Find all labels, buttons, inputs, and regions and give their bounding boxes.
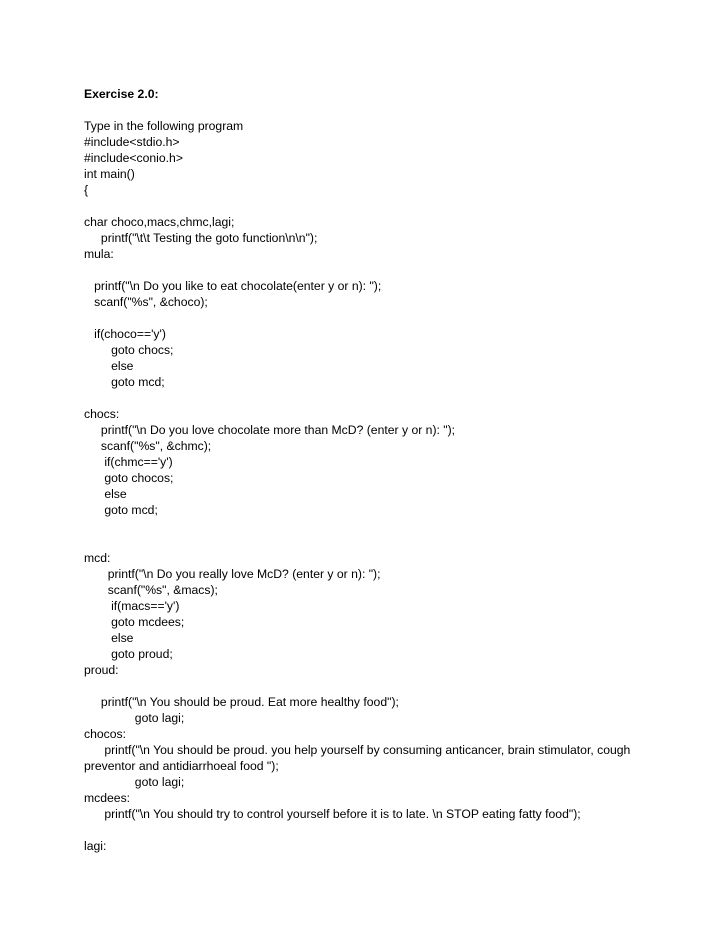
- code-line: goto mcdees;: [84, 615, 185, 629]
- code-line: chocos:: [84, 727, 127, 741]
- code-line: scanf("%s", &chmc);: [84, 439, 212, 453]
- code-line: scanf("%s", &macs);: [84, 583, 218, 597]
- code-line: else: [84, 487, 127, 501]
- code-line: proud:: [84, 663, 119, 677]
- code-line: mcdees:: [84, 791, 131, 805]
- code-line: int main(): [84, 167, 135, 181]
- code-line: goto mcd;: [84, 375, 165, 389]
- code-line: printf("\n Do you like to eat chocolate(enter y or n): ");: [84, 279, 382, 293]
- code-line: goto chocs;: [84, 343, 174, 357]
- code-line: printf("\n You should be proud. you help yourself by consuming anticancer, brain stimulator, cough: [84, 743, 631, 757]
- code-line: if(macs=='y'): [84, 599, 180, 613]
- code-line: if(choco=='y'): [84, 327, 166, 341]
- code-line: printf("\n Do you love chocolate more than McD? (enter y or n): ");: [84, 423, 456, 437]
- code-line: lagi:: [84, 839, 107, 853]
- code-line: chocs:: [84, 407, 120, 421]
- code-line: printf("\n Do you really love McD? (enter y or n): ");: [84, 567, 381, 581]
- code-line: printf("\n You should be proud. Eat more healthy food");: [84, 695, 399, 709]
- code-line: goto mcd;: [84, 503, 158, 517]
- code-line: printf("\t\t Testing the goto function\n\n");: [84, 231, 318, 245]
- code-line: #include<stdio.h>: [84, 135, 180, 149]
- code-line: #include<conio.h>: [84, 151, 183, 165]
- code-line: if(chmc=='y'): [84, 455, 173, 469]
- code-line: else: [84, 631, 134, 645]
- exercise-title: Exercise 2.0:: [84, 87, 159, 101]
- code-line: goto lagi;: [84, 711, 185, 725]
- code-line: Type in the following program: [84, 119, 244, 133]
- code-line: else: [84, 359, 134, 373]
- code-line: char choco,macs,chmc,lagi;: [84, 215, 235, 229]
- code-line: mcd:: [84, 551, 111, 565]
- code-line: mula:: [84, 247, 114, 261]
- code-line: printf("\n You should try to control yourself before it is to late. \n STOP eating fatty food");: [84, 807, 581, 821]
- code-line: goto proud;: [84, 647, 173, 661]
- code-line: scanf("%s", &choco);: [84, 295, 208, 309]
- code-line: goto chocos;: [84, 471, 174, 485]
- code-line: goto lagi;: [84, 775, 185, 789]
- code-line: preventor and antidiarrhoeal food ");: [84, 759, 279, 773]
- code-line: {: [84, 183, 89, 197]
